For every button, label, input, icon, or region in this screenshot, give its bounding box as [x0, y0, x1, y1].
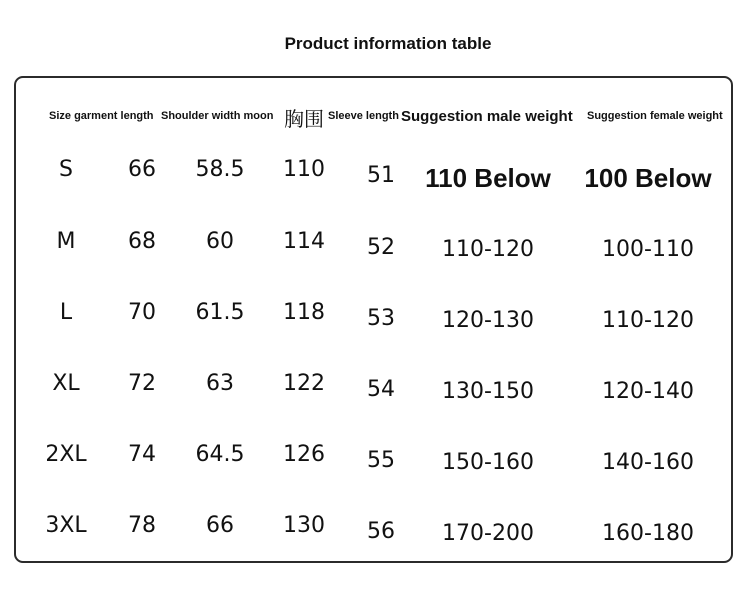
cell-chest: 130 — [283, 513, 325, 538]
cell-male-weight: 110-120 — [442, 237, 534, 262]
cell-sleeve: 53 — [367, 306, 395, 331]
cell-shoulder: 66 — [206, 513, 234, 538]
header-shoulder: Shoulder width moon — [161, 110, 274, 122]
header-chest: 胸围 — [284, 107, 324, 131]
cell-length: 72 — [128, 371, 156, 396]
cell-chest: 126 — [283, 442, 325, 467]
cell-female-weight: 100-110 — [602, 237, 694, 262]
cell-size: 3XL — [45, 513, 87, 538]
cell-male-weight: 130-150 — [442, 379, 534, 404]
cell-size: M — [56, 229, 76, 254]
cell-male-weight: 170-200 — [442, 521, 534, 546]
cell-female-weight: 120-140 — [602, 379, 694, 404]
cell-shoulder: 60 — [206, 229, 234, 254]
cell-female-weight: 160-180 — [602, 521, 694, 546]
cell-female-weight: 100 Below — [584, 163, 712, 193]
cell-female-weight: 140-160 — [602, 450, 694, 475]
cell-shoulder: 64.5 — [195, 442, 245, 467]
cell-sleeve: 56 — [367, 519, 395, 544]
cell-sleeve: 52 — [367, 235, 395, 260]
cell-chest: 118 — [283, 300, 325, 325]
cell-chest: 110 — [283, 157, 325, 182]
cell-shoulder: 63 — [206, 371, 234, 396]
cell-length: 70 — [128, 300, 156, 325]
cell-length: 68 — [128, 229, 156, 254]
header-sleeve: Sleeve length — [328, 110, 399, 122]
cell-sleeve: 55 — [367, 448, 395, 473]
page-title: Product information table — [284, 34, 492, 53]
cell-length: 74 — [128, 442, 156, 467]
cell-length: 66 — [128, 157, 156, 182]
header-female-weight: Suggestion female weight — [587, 110, 723, 122]
cell-sleeve: 51 — [367, 163, 395, 188]
cell-chest: 114 — [283, 229, 325, 254]
cell-chest: 122 — [283, 371, 325, 396]
cell-shoulder: 61.5 — [195, 300, 245, 325]
cell-length: 78 — [128, 513, 156, 538]
cell-shoulder: 58.5 — [195, 157, 245, 182]
cell-sleeve: 54 — [367, 377, 395, 402]
header-male-weight: Suggestion male weight — [401, 108, 573, 125]
cell-male-weight: 110 Below — [425, 163, 551, 193]
cell-female-weight: 110-120 — [602, 308, 694, 333]
cell-male-weight: 150-160 — [442, 450, 534, 475]
cell-size: L — [59, 300, 73, 325]
header-size-length: Size garment length — [49, 110, 154, 122]
cell-size: XL — [52, 371, 80, 396]
cell-size: 2XL — [45, 442, 87, 467]
cell-male-weight: 120-130 — [442, 308, 534, 333]
cell-size: S — [59, 157, 73, 182]
